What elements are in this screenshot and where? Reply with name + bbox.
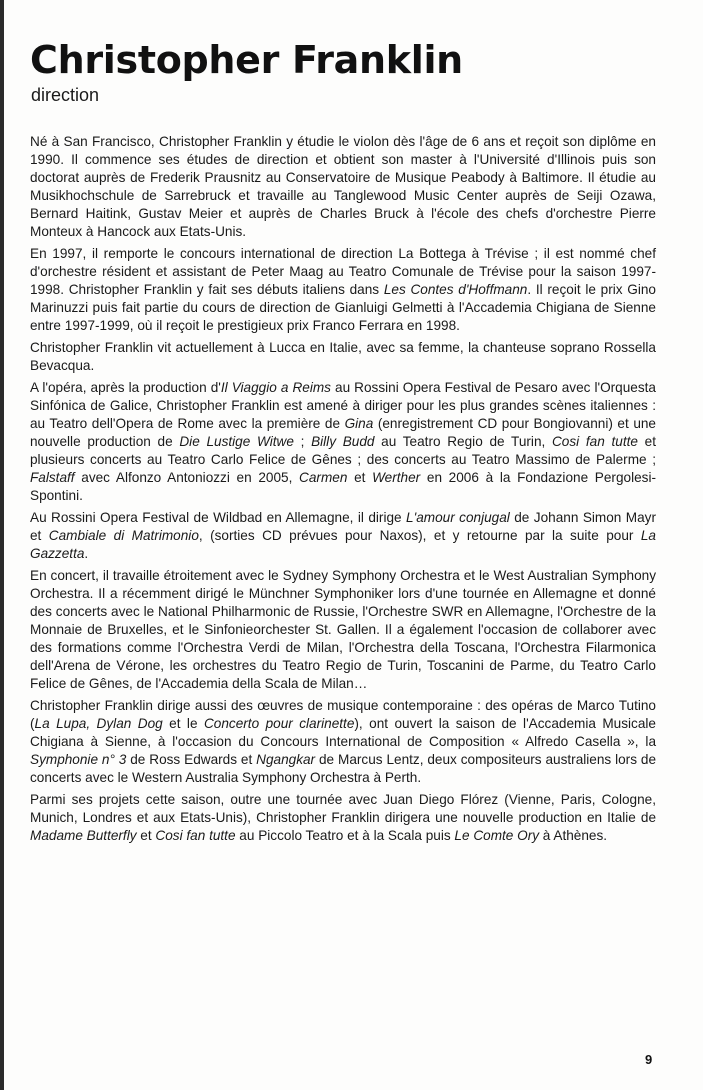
- paragraph-text: au Teatro Regio de Turin,: [374, 434, 552, 449]
- italic-title-text: Les Contes d'Hoffmann: [383, 282, 528, 297]
- paragraph-wildbad-festival: [30, 509, 656, 563]
- paragraph-text: et: [347, 470, 373, 485]
- italic-title-text: Ngangkar: [256, 752, 316, 767]
- paragraph-text: et: [136, 828, 156, 843]
- italic-title-text: Werther: [372, 470, 421, 485]
- paragraph-upcoming-projects: [30, 791, 656, 845]
- paragraph-text: .: [84, 546, 89, 561]
- italic-title-text: Die Lustige Witwe: [179, 434, 294, 449]
- paragraph-text: ;: [293, 434, 312, 449]
- paragraph-text: (enregistrement CD pour Bongiovanni) et une nouvelle production de: [30, 416, 656, 449]
- page-title: Christopher Franklin: [30, 38, 463, 82]
- paragraph-text: En 1997, il remporte le concours international de direction La Bottega à Trévise ; il est nommé chef d'orchestre résident et assistant de Peter Maag au Teatro Comunale de Trévise pour la saison 1997-1998. Christopher Franklin y fait ses débuts italiens dans: [30, 246, 656, 297]
- paragraph-text: au Piccolo Teatro et à la Scala puis: [235, 828, 455, 843]
- paragraph-text: , (sorties CD prévues pour Naxos), et y retourne par la suite pour: [198, 528, 641, 543]
- paragraph-text: Né à San Francisco, Christopher Franklin y étudie le violon dès l'âge de 6 ans et reçoit son diplôme en 1990. Il commence ses études de direction et obtient son master à l'Université d'Illinois puis son doctorat auprès de Frederik Prausnitz au Conservatoire de Musique Peabody à Baltimore. Il étudie au Musikhochschule de Sarrebruck et travaille au Tanglewood Music Center auprès de Seiji Ozawa, Bernard Haitink, Gustav Meier et auprès de Charles Bruck à l'école des chefs d'orchestre Pierre Monteux à Hancock aux Etats-Unis.: [30, 134, 656, 239]
- paragraph-text: de Johann Simon Mayr et: [30, 510, 656, 543]
- italic-title-text: L'amour conjugal: [406, 510, 510, 525]
- italic-title-text: La Gazzetta: [30, 528, 656, 561]
- paragraph-text: Au Rossini Opera Festival de Wildbad en Allemagne, il dirige: [30, 510, 407, 525]
- paragraph-text: et plusieurs concerts au Teatro Carlo Felice de Gênes ; des concerts au Teatro Massimo de Palerme ;: [30, 434, 656, 467]
- italic-title-text: Cosi fan tutte: [155, 828, 236, 843]
- italic-title-text: Billy Budd: [311, 434, 375, 449]
- paragraph-text: En concert, il travaille étroitement avec le Sydney Symphony Orchestra et le West Australian Symphony Orchestra. Il a récemment dirigé le Münchner Symphoniker lors d'une tournée en Allemagne et donné des concerts avec le National Philharmonic de Russie, l'Orchestre SWR en Allemagne, l'Orchestre de la Monnaie de Bruxelles, et le Sinfonieorchester St. Gallen. Il a également l'occasion de collaborer avec des formations comme l'Orchestra Verdi de Milan, l'Orchestra della Toscana, l'Orchestra Filarmonica dell'Arena de Vérone, les orchestres du Teatro Regio de Turin, Toscanini de Parme, du Teatro Carlo Felice de Gênes, de l'Accademia della Scala de Milan…: [30, 568, 656, 691]
- paragraph-text: Christopher Franklin dirige aussi des œuvres de musique contemporaine : des opéras de Marco Tutino (: [30, 698, 656, 731]
- italic-title-text: Falstaff: [30, 470, 75, 485]
- italic-title-text: Cambiale di Matrimonio: [48, 528, 199, 543]
- paragraph-opera: [30, 379, 656, 505]
- paragraph-text: à Athènes.: [539, 828, 608, 843]
- biography-body: [30, 133, 656, 849]
- paragraph-text: en 2006 à la Fondazione Pergolesi-Spontini.: [30, 470, 656, 503]
- page-subtitle: direction: [31, 85, 100, 105]
- paragraph-contemporary-music: [30, 697, 656, 787]
- paragraph-text: Parmi ses projets cette saison, outre une tournée avec Juan Diego Flórez (Vienne, Paris, Cologne, Munich, Londres et aux Etats-Unis), Christopher Franklin dirigera une nouvelle production en Italie de: [30, 792, 656, 825]
- paragraph-text: de Marcus Lentz, deux compositeurs australiens lors de concerts avec le Western Australia Symphony Orchestra à Perth.: [30, 752, 657, 785]
- italic-title-text: Carmen: [299, 470, 348, 485]
- italic-title-text: La Lupa, Dylan Dog: [34, 716, 163, 731]
- italic-title-text: Le Comte Ory: [454, 828, 540, 843]
- paragraph-concert: [30, 567, 656, 693]
- italic-title-text: Gina: [344, 416, 374, 431]
- paragraph-text: et le: [162, 716, 204, 731]
- paragraph-text: au Rossini Opera Festival de Pesaro avec l'Orquesta Sinfónica de Galice, Christopher Franklin est amené à diriger pour les plus grandes scènes italiennes : au Teatro dell'Opera de Rome avec la première de: [30, 380, 656, 431]
- italic-title-text: Cosi fan tutte: [551, 434, 638, 449]
- paragraph-personal-life: [30, 339, 656, 375]
- paragraph-text: . Il reçoit le prix Gino Marinuzzi puis fait partie du cours de direction de Gianluigi Gelmetti à l'Accademia Chigiana de Sienne entre 1997-1999, où il reçoit le prestigieux prix Franco Ferrara en 1998.: [30, 282, 656, 333]
- italic-title-text: Symphonie n° 3: [30, 752, 127, 767]
- paragraph-text: avec Alfonzo Antoniozzi en 2005,: [74, 470, 300, 485]
- italic-title-text: Il Viaggio a Reims: [220, 380, 331, 395]
- italic-title-text: Madame Butterfly: [30, 828, 137, 843]
- paragraph-text: Christopher Franklin vit actuellement à Lucca en Italie, avec sa femme, la chanteuse soprano Rossella Bevacqua.: [30, 340, 656, 373]
- paragraph-1997-career: [30, 245, 656, 335]
- paragraph-text: A l'opéra, après la production d': [30, 380, 221, 395]
- paragraph-text: ), ont ouvert la saison de l'Accademia Musicale Chigiana à Sienne, à l'occasion du Concours International de Composition « Alfredo Casella », la: [30, 716, 656, 749]
- italic-title-text: Concerto pour clarinette: [203, 716, 355, 731]
- page-number: 9: [645, 1052, 653, 1067]
- paragraph-early-training: [30, 133, 656, 241]
- page-edge-shadow: [0, 0, 4, 1090]
- paragraph-text: de Ross Edwards et: [126, 752, 257, 767]
